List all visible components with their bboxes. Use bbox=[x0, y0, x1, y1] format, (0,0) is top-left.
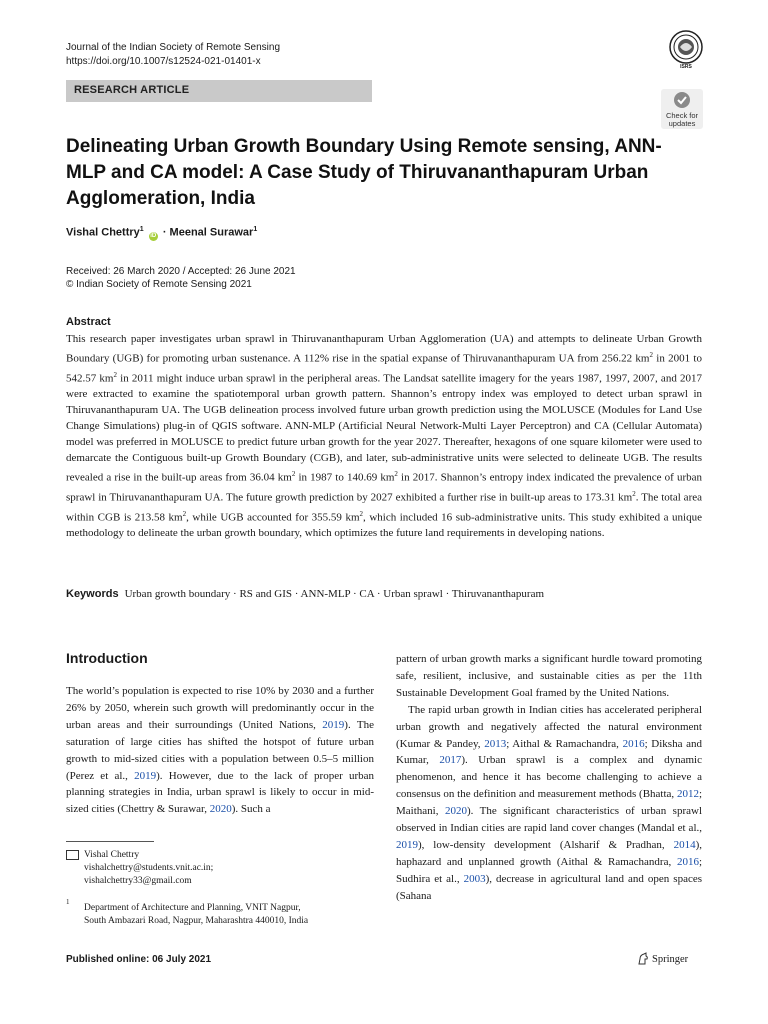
citation-link[interactable]: 2019 bbox=[134, 769, 157, 782]
citation-link[interactable]: 2020 bbox=[444, 805, 467, 818]
citation-link[interactable]: 2019 bbox=[322, 718, 345, 731]
intro-paragraph-2 bbox=[396, 702, 702, 905]
abstract-heading: Abstract bbox=[66, 316, 111, 328]
citation-link[interactable]: 2016 bbox=[622, 737, 645, 750]
intro-left-column bbox=[66, 683, 374, 818]
received-accepted-dates: Received: 26 March 2020 / Accepted: 26 June 2021 bbox=[66, 266, 296, 277]
intro-right-column bbox=[396, 651, 702, 905]
affiliation-line: Department of Architecture and Planning, VNIT Nagpur, bbox=[84, 903, 301, 913]
citation-link[interactable]: 2013 bbox=[484, 737, 507, 750]
isrs-logo-icon bbox=[669, 30, 703, 64]
abstract-part-2: in 2001 to 542.57 km bbox=[66, 352, 702, 385]
citation-link[interactable]: 2012 bbox=[676, 788, 699, 801]
sup-km2: 2 bbox=[632, 489, 636, 498]
author-list bbox=[66, 226, 257, 241]
logo-caption: ISRS bbox=[680, 64, 692, 70]
intro-text: ), low-density development (Alsharif & Pradhan, bbox=[418, 838, 674, 851]
check-updates-icon bbox=[661, 89, 703, 111]
journal-name: Journal of the Indian Society of Remote Sensing bbox=[66, 42, 281, 53]
check-updates-line2: updates bbox=[668, 119, 696, 128]
citation-link[interactable]: 2014 bbox=[673, 838, 696, 851]
abstract-part-4: in 1987 to 140.69 km bbox=[295, 471, 395, 484]
intro-text: ). The significant characteristics of urban sprawl observed in Indian cities are rapid land cover changes (Mandal et al., bbox=[396, 805, 702, 835]
envelope-icon bbox=[66, 850, 79, 860]
citation-link[interactable]: 2019 bbox=[396, 838, 418, 851]
intro-text: ; Sudhira et al., bbox=[396, 855, 702, 885]
intro-text: ; Aithal & Ramachandra, bbox=[506, 737, 623, 750]
author-2[interactable]: Meenal Surawar bbox=[169, 226, 254, 239]
citation-link[interactable]: 2016 bbox=[676, 855, 699, 868]
abstract-part-7: , while UGB accounted for 355.59 km bbox=[186, 511, 360, 524]
sup-km2: 2 bbox=[182, 509, 187, 518]
check-updates-label bbox=[661, 112, 703, 128]
author-separator: · bbox=[162, 226, 167, 239]
citation-link[interactable]: 2003 bbox=[463, 872, 486, 885]
abstract-part-5: in 2017. Shannon’s entropy index indicated the prevalence of urban sprawl in Thiruvananthapuram UA. The future growth prediction by 2027 exhibited a further rise in built-up areas to 173.31 km bbox=[66, 471, 703, 504]
intro-text: The world’s population is expected to rise 10% by 2030 and a further 26% by 2050, wherein such growth will predominantly occur in the urban areas and their surroundings (United Nations, bbox=[66, 685, 374, 731]
citation-link[interactable]: 2020 bbox=[209, 803, 232, 816]
abstract-part-8: , which included 16 sub-administrative units. This study exhibited a unique methodology to delineate the urban growth boundary, which optimizes the future land requirements in developing nations. bbox=[66, 511, 702, 540]
affiliation-line: South Ambazari Road, Nagpur, Maharashtra 440010, India bbox=[84, 916, 309, 926]
article-type: RESEARCH ARTICLE bbox=[74, 84, 190, 96]
springer-horse-icon bbox=[636, 952, 650, 966]
intro-text: ; Maithani, bbox=[396, 788, 702, 818]
copyright-notice: © Indian Society of Remote Sensing 2021 bbox=[66, 279, 252, 290]
intro-text: ). However, due to the lack of proper urban planning strategies in India, urban sprawl is likely to occur in mid-sized cities (Chettry & Surawar, bbox=[66, 769, 375, 816]
abstract-part-3: in 2011 might induce urban sprawl in the peripheral areas. The Landsat satellite imagery for the years 1987, 1997, 2007, and 2017 were extracted to examine the spatiotemporal urban growth pattern. Shannon’s entropy index was employed to detect urban sprawl in Thiruvananthapuram UA. The UGB delineation process involved future urban growth prediction using the MOLUSCE (Modules for Land Use Change Simulations) plug-in of QGIS software. ANN-MLP (Artificial Neural Network-Multi Layer Perceptron) and CA (Cellular Automata) model was preferred in MOLUSCE to predict future urban growth for the year 2027. Thereafter, hexagons of one square kilometer were used to demarcate the Contiguous built-up Growth Boundary (CGB), and later, sub-administrative units were selected to delineate UGB. The results revealed a rise in the built-up areas from 36.04 km bbox=[66, 372, 702, 484]
intro-text: pattern of urban growth marks a significant hurdle toward promoting safe, resilient, inclusive, and sustainable cities as per the 11th Sustainable Development Goal framed by the United Nations. bbox=[396, 653, 702, 699]
email-link[interactable]: vishalchettry33@gmail.com bbox=[84, 876, 192, 886]
intro-text: The rapid urban growth in Indian cities has accelerated peripheral urban growth and negatively affected the natural environment (Kumar & Pandey, bbox=[396, 703, 702, 750]
intro-text: ). The saturation of large cities has shifted the hotspot of future urban growth to mid-sized cities with a population between 0.5–5 million (Perez et al., bbox=[66, 718, 374, 782]
footnote-divider bbox=[66, 841, 154, 842]
abstract-part-1: This research paper investigates urban sprawl in Thiruvananthapuram Urban Agglomeration (UA) and attempts to delineate Urban Growth Boundary (UGB) for promoting urban sustenance. A 112% rise in the spatial expanse of Thiruvananthapuram UA from 256.22 km bbox=[66, 333, 702, 365]
keywords-list: Urban growth boundary · RS and GIS · ANN-MLP · CA · Urban sprawl · Thiruvananthapuram bbox=[124, 588, 545, 600]
intro-text: ), decrease in agricultural land and open spaces (Sahana bbox=[396, 872, 702, 902]
sup-km2: 2 bbox=[359, 509, 364, 518]
check-updates-line1: Check for bbox=[665, 111, 699, 120]
intro-text: ). Urban sprawl is a complex and dynamic phenomenon, and hence it has become challenging to achieve a consensus on the definition and measurement methods (Bhatta, bbox=[396, 754, 702, 801]
citation-link[interactable]: 2017 bbox=[439, 754, 462, 767]
sup-km2: 2 bbox=[649, 351, 653, 359]
keywords bbox=[66, 588, 544, 600]
intro-text: ). Such a bbox=[231, 803, 271, 816]
corresponding-author: Vishal Chettry bbox=[84, 850, 140, 860]
publisher-name: Springer bbox=[652, 954, 689, 965]
published-date: Published online: 06 July 2021 bbox=[66, 954, 212, 965]
abstract-text bbox=[66, 331, 702, 541]
sup-km2: 2 bbox=[291, 470, 296, 479]
intro-text: ; Diksha and Kumar, bbox=[396, 737, 703, 767]
doi-link[interactable]: https://doi.org/10.1007/s12524-021-01401-x bbox=[66, 56, 261, 67]
intro-text: ), haphazard and unplanned growth (Aithal & Ramachandra, bbox=[396, 838, 702, 868]
article-title: Delineating Urban Growth Boundary Using Remote sensing, ANN-MLP and CA model: A Case Study of Thiruvananthapuram Urban Agglomeration, India bbox=[66, 136, 662, 209]
affiliation-number: 1 bbox=[66, 898, 70, 906]
orcid-icon[interactable]: iD bbox=[150, 232, 157, 239]
sup-km2: 2 bbox=[394, 470, 398, 479]
email-link[interactable]: vishalchettry@students.vnit.ac.in; bbox=[84, 863, 214, 873]
sup-km2: 2 bbox=[113, 370, 117, 379]
author-1[interactable]: Vishal Chettry bbox=[66, 226, 140, 239]
abstract-part-6: . The total area within CGB is 213.58 km bbox=[66, 491, 702, 524]
introduction-heading: Introduction bbox=[66, 650, 148, 666]
author-1-affiliation: 1 bbox=[139, 226, 144, 233]
author-2-affiliation: 1 bbox=[253, 226, 258, 233]
keywords-label: Keywords bbox=[66, 588, 119, 600]
